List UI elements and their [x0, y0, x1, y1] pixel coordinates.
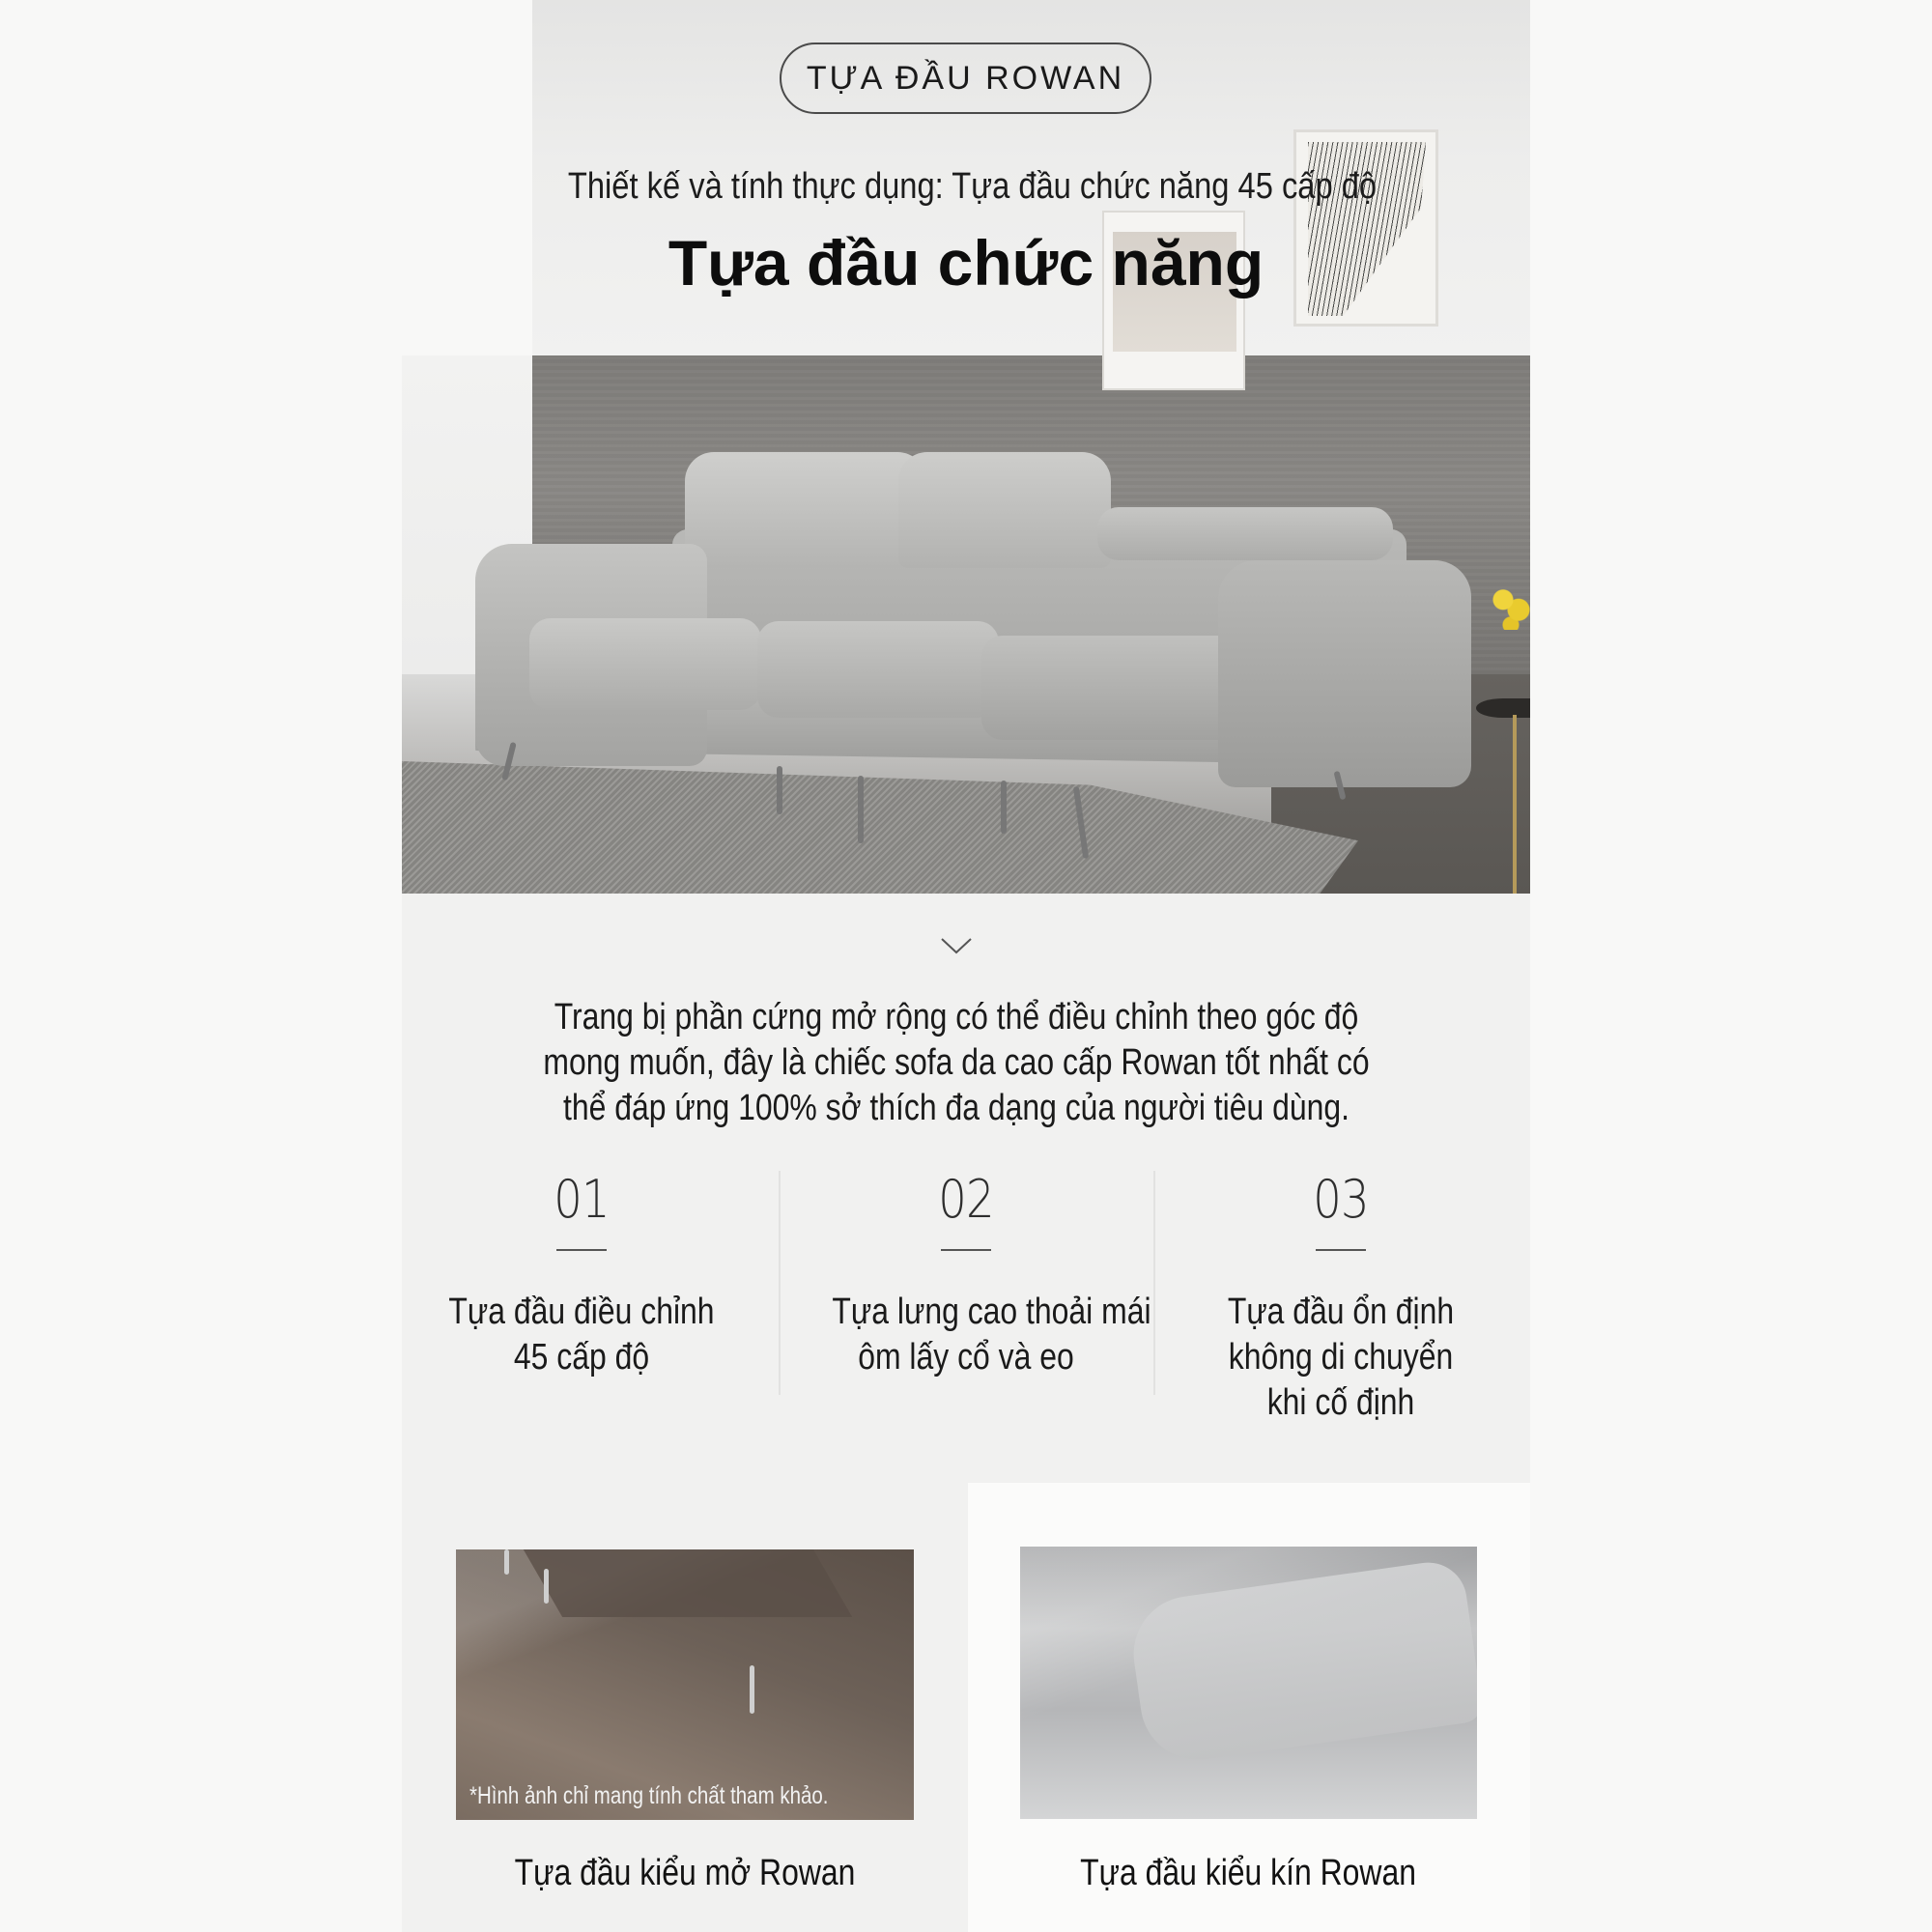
- feature-number: 02: [938, 1169, 994, 1230]
- sofa-leg: [777, 766, 782, 814]
- sofa-illustration: [402, 355, 1530, 894]
- feature-number: 01: [554, 1169, 610, 1230]
- feature-label-line: Tựa lưng cao thoải mái: [832, 1292, 1151, 1332]
- yellow-flowers: [1492, 580, 1530, 630]
- metal-post: [504, 1549, 509, 1575]
- card-caption-text: Tựa đầu kiểu kín Rowan: [1080, 1853, 1416, 1893]
- closed-headrest-shape: [1126, 1557, 1477, 1767]
- feature-label: [807, 1290, 1151, 1380]
- feature-label-line: khi cố định: [1266, 1382, 1415, 1423]
- side-table-leg: [1513, 715, 1517, 894]
- feature-underline: [941, 1249, 991, 1251]
- sofa-seat-2: [757, 621, 999, 718]
- sofa-leg: [1001, 781, 1007, 834]
- open-headrest-image: [456, 1549, 914, 1820]
- hero-subtitle: Thiết kế và tính thực dụng: Tựa đầu chức năng 45 cấp độ: [567, 166, 1378, 207]
- sofa-headrest-2: [898, 452, 1111, 568]
- chevron-down-icon: [940, 935, 973, 958]
- feature-item-02: [807, 1169, 1151, 1380]
- feature-label-line: ôm lấy cổ và eo: [858, 1337, 1074, 1378]
- sofa-leg: [858, 776, 864, 843]
- card-caption-open: [443, 1853, 926, 1894]
- feature-number: 03: [1313, 1169, 1369, 1230]
- feature-label-line: Tựa đầu điều chỉnh: [448, 1292, 715, 1332]
- feature-underline: [1316, 1249, 1366, 1251]
- feature-divider: [779, 1171, 781, 1395]
- section-badge: TỰA ĐẦU ROWAN: [780, 43, 1151, 114]
- metal-post: [544, 1569, 549, 1604]
- feature-item-03: [1181, 1169, 1500, 1426]
- headrest-shadow: [524, 1549, 852, 1617]
- description-line: thể đáp ứng 100% sở thích đa dạng của người tiêu dùng.: [562, 1088, 1350, 1128]
- feature-underline: [556, 1249, 607, 1251]
- description-line: mong muốn, đây là chiếc sofa da cao cấp Rowan tốt nhất có: [543, 1042, 1370, 1083]
- feature-item-01: [422, 1169, 741, 1380]
- page-title: Tựa đầu chức năng: [668, 227, 1264, 298]
- feature-label-line: 45 cấp độ: [513, 1337, 650, 1378]
- sofa-headrest-3-lowered: [1097, 507, 1393, 560]
- metal-post: [750, 1665, 754, 1714]
- feature-label: [422, 1290, 741, 1380]
- closed-headrest-image: [1020, 1547, 1477, 1819]
- feature-label: [1181, 1290, 1500, 1426]
- card-caption-closed: [1007, 1853, 1490, 1894]
- side-table-top: [1476, 698, 1530, 718]
- product-description: [454, 995, 1459, 1131]
- feature-label-line: Tựa đầu ổn định: [1227, 1292, 1455, 1332]
- sofa-leg: [1073, 786, 1089, 859]
- description-line: Trang bị phần cứng mở rộng có thể điều chỉnh theo góc độ: [554, 997, 1359, 1037]
- image-disclaimer: *Hình ảnh chỉ mang tính chất tham khảo.: [469, 1782, 829, 1809]
- feature-divider: [1153, 1171, 1155, 1395]
- sofa-seat-1: [529, 618, 761, 710]
- hero-sofa-photo: [402, 355, 1530, 894]
- card-caption-text: Tựa đầu kiểu mở Rowan: [514, 1853, 856, 1893]
- sofa-arm-right: [1218, 560, 1471, 787]
- feature-label-line: không di chuyển: [1228, 1337, 1454, 1378]
- sofa-headrest-1: [685, 452, 926, 568]
